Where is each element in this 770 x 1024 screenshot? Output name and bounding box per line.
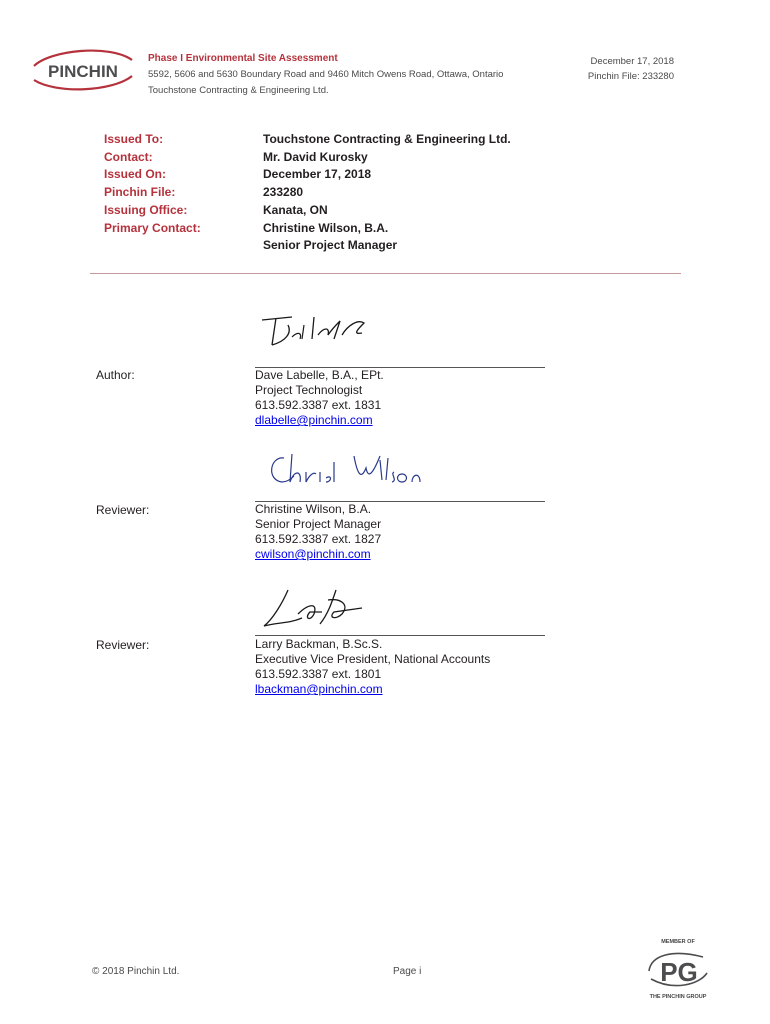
pinchin-group-logo	[643, 935, 713, 1001]
label-contact: Contact:	[104, 149, 153, 164]
author-email-link[interactable]: dlabelle@pinchin.com	[255, 413, 373, 427]
header-date: December 17, 2018	[590, 56, 674, 67]
header-file: Pinchin File: 233280	[587, 71, 674, 82]
label-issuing-office: Issuing Office:	[104, 202, 188, 217]
author-details	[255, 368, 384, 428]
value-primary-contact-title: Senior Project Manager	[263, 238, 398, 253]
reviewer-2-title: Executive Vice President, National Accounts	[255, 652, 491, 666]
value-issuing-office: Kanata, ON	[263, 202, 328, 217]
reviewer-1-email-link[interactable]: cwilson@pinchin.com	[255, 547, 371, 561]
author-name: Dave Labelle, B.A., EPt.	[255, 368, 384, 382]
site-address: 5592, 5606 and 5630 Boundary Road and 9460 Mitch Owens Road, Ottawa, Ontario	[148, 69, 504, 80]
signature-line-reviewer-2	[255, 635, 545, 636]
reviewer-2-phone: 613.592.3387 ext. 1801	[255, 667, 382, 681]
info-values	[263, 131, 511, 255]
author-phone: 613.592.3387 ext. 1831	[255, 398, 382, 412]
badge-top-text: MEMBER OF	[661, 939, 695, 945]
badge-bottom-text: THE PINCHIN GROUP	[649, 994, 707, 1000]
value-issued-to: Touchstone Contracting & Engineering Ltd.	[263, 132, 511, 146]
badge-mark: PG	[660, 957, 698, 987]
page-number: Page i	[393, 966, 422, 977]
pinchin-logo	[30, 46, 136, 94]
reviewer-2-details	[255, 637, 490, 697]
label-pinchin-file: Pinchin File:	[104, 185, 176, 200]
logo-text: PINCHIN	[48, 62, 118, 81]
reviewer-1-title: Senior Project Manager	[255, 517, 382, 531]
header-meta	[588, 54, 674, 84]
reviewer-2-email-link[interactable]: lbackman@pinchin.com	[255, 682, 383, 696]
reviewer-1-details	[255, 502, 381, 562]
value-contact: Mr. David Kurosky	[263, 149, 368, 164]
reviewer-1-phone: 613.592.3387 ext. 1827	[255, 532, 382, 546]
role-author: Author:	[96, 368, 135, 382]
role-reviewer-1: Reviewer:	[96, 503, 150, 517]
role-reviewer-2: Reviewer:	[96, 638, 150, 652]
client-name: Touchstone Contracting & Engineering Ltd.	[148, 85, 329, 96]
info-labels	[104, 131, 201, 237]
label-primary-contact: Primary Contact:	[104, 220, 201, 235]
signature-image-reviewer-1	[262, 448, 422, 493]
value-pinchin-file: 233280	[263, 185, 304, 200]
reviewer-1-name: Christine Wilson, B.A.	[255, 502, 372, 516]
label-issued-on: Issued On:	[104, 167, 167, 182]
signature-image-author	[258, 305, 378, 355]
value-primary-contact: Christine Wilson, B.A.	[263, 220, 389, 235]
divider	[90, 273, 681, 274]
value-issued-on: December 17, 2018	[263, 167, 372, 182]
report-title: Phase I Environmental Site Assessment	[148, 53, 338, 64]
copyright: © 2018 Pinchin Ltd.	[92, 966, 180, 977]
reviewer-2-name: Larry Backman, B.Sc.S.	[255, 637, 383, 651]
author-title: Project Technologist	[255, 383, 363, 397]
label-issued-to: Issued To:	[104, 132, 164, 146]
